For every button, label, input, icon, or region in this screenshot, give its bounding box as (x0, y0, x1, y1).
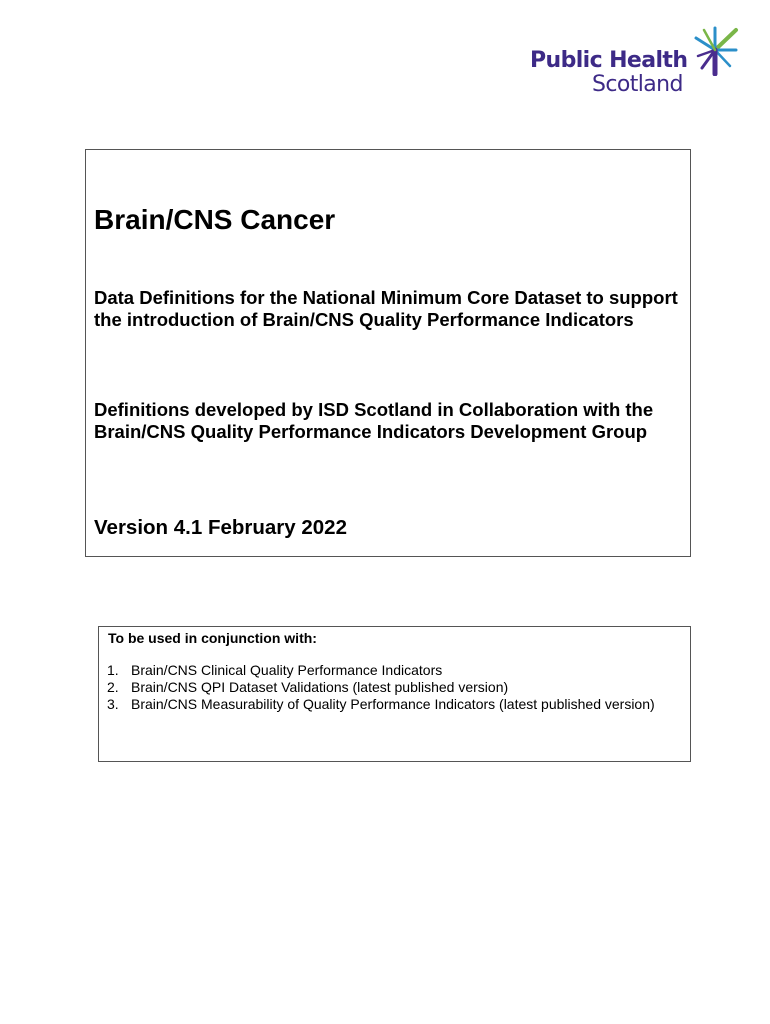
logo-text-line1: Public Health (530, 48, 688, 73)
list-item (107, 696, 677, 713)
list-item-text: Brain/CNS Measurability of Quality Performance Indicators (latest published version) (131, 696, 655, 712)
list-item-text: Brain/CNS QPI Dataset Validations (latest published version) (131, 679, 509, 695)
conjunction-list (107, 662, 677, 713)
logo-text-line2: Scotland (592, 72, 683, 97)
document-developed-by: Definitions developed by ISD Scotland in Collaboration with the Brain/CNS Quality Performance Indicators Development Group (94, 399, 654, 442)
star-burst-icon (690, 24, 740, 76)
list-item (107, 679, 677, 696)
document-subtitle: Data Definitions for the National Minimum Core Dataset to support the introduction of Brain/CNS Quality Performance Indicators (94, 287, 678, 330)
list-item-number: 2. (107, 679, 119, 695)
list-item-number: 3. (107, 696, 119, 712)
document-title: Brain/CNS Cancer (94, 204, 336, 235)
organisation-logo (530, 24, 750, 104)
document-version: Version 4.1 February 2022 (94, 516, 347, 539)
list-item-text: Brain/CNS Clinical Quality Performance Indicators (131, 662, 443, 678)
conjunction-box (98, 626, 691, 762)
conjunction-heading: To be used in conjunction with: (108, 630, 317, 646)
list-item-number: 1. (107, 662, 119, 678)
title-box (85, 149, 691, 557)
list-item (107, 662, 677, 679)
